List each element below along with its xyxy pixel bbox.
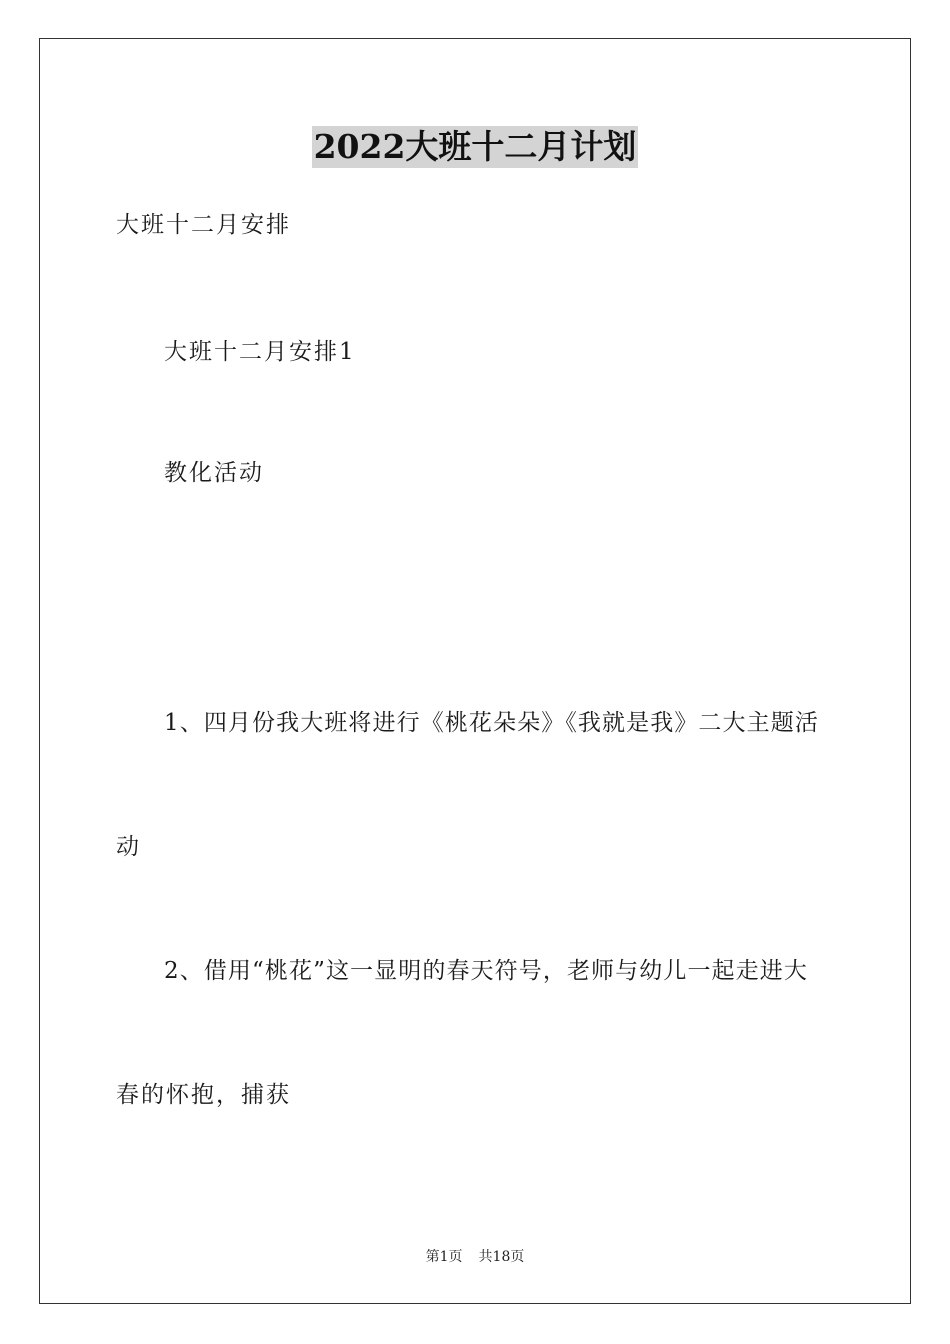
paragraph-line: 春的怀抱，捕获: [116, 1082, 291, 1108]
activity-heading: 教化活动: [164, 460, 264, 486]
page-total: 共18页: [478, 1249, 525, 1265]
paragraph-line: 动: [116, 834, 141, 860]
page-footer: [0, 1248, 950, 1266]
page-number: 第1页: [425, 1249, 463, 1265]
subsection-heading: 大班十二月安排1: [164, 339, 356, 365]
paragraph-line: 2、借用“桃花”这一显明的春天符号，老师与幼儿一起走进大: [164, 958, 808, 984]
section-heading: 大班十二月安排: [116, 212, 291, 238]
document-title: 2022大班十二月计划: [313, 127, 637, 166]
title-container: [0, 126, 950, 168]
paragraph-line: 1、四月份我大班将进行《桃花朵朵》《我就是我》二大主题活: [164, 710, 819, 736]
